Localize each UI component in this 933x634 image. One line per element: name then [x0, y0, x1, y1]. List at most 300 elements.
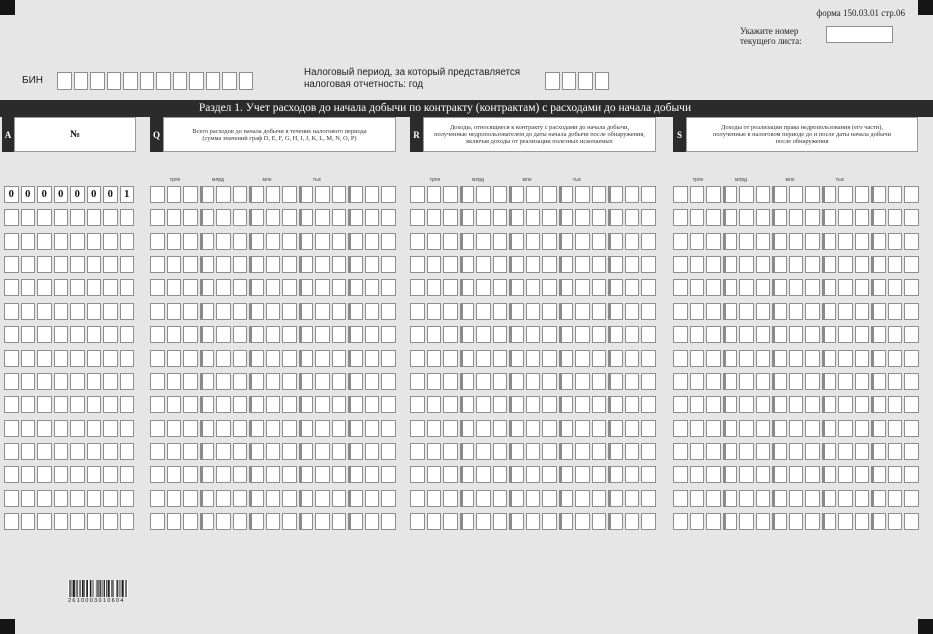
row-number-digit-cell[interactable]	[54, 373, 69, 390]
s-amount-digit-cell[interactable]	[739, 233, 754, 250]
row-number-digit-cell[interactable]	[103, 490, 118, 507]
q-amount-digit-cell[interactable]	[282, 396, 297, 413]
s-amount-digit-cell[interactable]	[855, 373, 870, 390]
q-amount-digit-cell[interactable]	[282, 233, 297, 250]
q-amount-digit-cell[interactable]	[282, 186, 297, 203]
s-amount-digit-cell[interactable]	[756, 233, 771, 250]
r-amount-digit-cell[interactable]	[641, 443, 656, 460]
r-amount-digit-cell[interactable]	[443, 186, 458, 203]
row-number-digit-cell[interactable]	[37, 513, 52, 530]
r-amount-digit-cell[interactable]	[641, 303, 656, 320]
q-amount-digit-cell[interactable]	[381, 443, 396, 460]
r-amount-digit-cell[interactable]	[542, 233, 557, 250]
r-amount-digit-cell[interactable]	[476, 186, 491, 203]
r-amount-digit-cell[interactable]	[476, 443, 491, 460]
q-amount-digit-cell[interactable]	[167, 350, 182, 367]
r-amount-digit-cell[interactable]	[427, 303, 442, 320]
row-number-digit-cell[interactable]	[87, 466, 102, 483]
r-amount-digit-cell[interactable]	[608, 256, 623, 273]
q-amount-digit-cell[interactable]	[365, 490, 380, 507]
s-amount-digit-cell[interactable]	[838, 513, 853, 530]
q-amount-digit-cell[interactable]	[266, 303, 281, 320]
r-amount-digit-cell[interactable]	[526, 233, 541, 250]
s-amount-digit-cell[interactable]	[789, 420, 804, 437]
q-amount-digit-cell[interactable]	[150, 233, 165, 250]
r-amount-digit-cell[interactable]	[509, 513, 524, 530]
bin-digit-cell[interactable]	[140, 72, 155, 90]
q-amount-digit-cell[interactable]	[282, 373, 297, 390]
s-amount-digit-cell[interactable]	[739, 490, 754, 507]
s-amount-digit-cell[interactable]	[871, 443, 886, 460]
q-amount-digit-cell[interactable]	[249, 466, 264, 483]
s-amount-digit-cell[interactable]	[673, 373, 688, 390]
q-amount-digit-cell[interactable]	[315, 490, 330, 507]
q-amount-digit-cell[interactable]	[167, 396, 182, 413]
s-amount-digit-cell[interactable]	[838, 326, 853, 343]
r-amount-digit-cell[interactable]	[526, 490, 541, 507]
r-amount-digit-cell[interactable]	[641, 350, 656, 367]
r-amount-digit-cell[interactable]	[542, 513, 557, 530]
q-amount-digit-cell[interactable]	[216, 396, 231, 413]
q-amount-digit-cell[interactable]	[315, 373, 330, 390]
s-amount-digit-cell[interactable]	[805, 233, 820, 250]
s-amount-digit-cell[interactable]	[871, 373, 886, 390]
row-number-digit-cell[interactable]	[103, 373, 118, 390]
row-number-digit-cell[interactable]	[21, 303, 36, 320]
r-amount-digit-cell[interactable]	[608, 233, 623, 250]
row-number-digit-cell[interactable]	[54, 326, 69, 343]
s-amount-digit-cell[interactable]	[855, 256, 870, 273]
r-amount-digit-cell[interactable]	[509, 350, 524, 367]
q-amount-digit-cell[interactable]	[381, 490, 396, 507]
bin-digit-cell[interactable]	[222, 72, 237, 90]
r-amount-digit-cell[interactable]	[641, 209, 656, 226]
q-amount-digit-cell[interactable]	[233, 513, 248, 530]
q-amount-digit-cell[interactable]	[249, 326, 264, 343]
q-amount-digit-cell[interactable]	[266, 279, 281, 296]
row-number-digit-cell[interactable]	[4, 443, 19, 460]
q-amount-digit-cell[interactable]	[233, 209, 248, 226]
q-amount-digit-cell[interactable]	[183, 209, 198, 226]
r-amount-digit-cell[interactable]	[410, 396, 425, 413]
r-amount-digit-cell[interactable]	[476, 350, 491, 367]
s-amount-digit-cell[interactable]	[805, 420, 820, 437]
s-amount-digit-cell[interactable]	[888, 186, 903, 203]
q-amount-digit-cell[interactable]	[200, 396, 215, 413]
r-amount-digit-cell[interactable]	[592, 466, 607, 483]
q-amount-digit-cell[interactable]	[332, 466, 347, 483]
r-amount-digit-cell[interactable]	[641, 490, 656, 507]
r-amount-digit-cell[interactable]	[509, 396, 524, 413]
row-number-digit-cell[interactable]	[103, 279, 118, 296]
q-amount-digit-cell[interactable]	[282, 279, 297, 296]
r-amount-digit-cell[interactable]	[542, 303, 557, 320]
row-number-digit-cell[interactable]	[4, 350, 19, 367]
r-amount-digit-cell[interactable]	[410, 279, 425, 296]
row-number-digit-cell[interactable]: 0	[54, 186, 69, 203]
s-amount-digit-cell[interactable]	[888, 303, 903, 320]
row-number-digit-cell[interactable]	[37, 303, 52, 320]
s-amount-digit-cell[interactable]	[838, 303, 853, 320]
s-amount-digit-cell[interactable]	[871, 256, 886, 273]
s-amount-digit-cell[interactable]	[855, 350, 870, 367]
r-amount-digit-cell[interactable]	[608, 490, 623, 507]
r-amount-digit-cell[interactable]	[625, 350, 640, 367]
row-number-digit-cell[interactable]	[37, 443, 52, 460]
s-amount-digit-cell[interactable]	[838, 443, 853, 460]
r-amount-digit-cell[interactable]	[427, 490, 442, 507]
q-amount-digit-cell[interactable]	[381, 466, 396, 483]
q-amount-digit-cell[interactable]	[315, 209, 330, 226]
s-amount-digit-cell[interactable]	[673, 490, 688, 507]
r-amount-digit-cell[interactable]	[509, 443, 524, 460]
row-number-digit-cell[interactable]	[87, 350, 102, 367]
r-amount-digit-cell[interactable]	[493, 490, 508, 507]
r-amount-digit-cell[interactable]	[592, 186, 607, 203]
q-amount-digit-cell[interactable]	[381, 279, 396, 296]
s-amount-digit-cell[interactable]	[723, 420, 738, 437]
s-amount-digit-cell[interactable]	[723, 233, 738, 250]
row-number-digit-cell[interactable]	[70, 490, 85, 507]
r-amount-digit-cell[interactable]	[559, 466, 574, 483]
q-amount-digit-cell[interactable]	[183, 513, 198, 530]
q-amount-digit-cell[interactable]	[200, 303, 215, 320]
r-amount-digit-cell[interactable]	[509, 279, 524, 296]
r-amount-digit-cell[interactable]	[625, 513, 640, 530]
r-amount-digit-cell[interactable]	[410, 513, 425, 530]
row-number-digit-cell[interactable]	[21, 373, 36, 390]
q-amount-digit-cell[interactable]	[381, 350, 396, 367]
r-amount-digit-cell[interactable]	[592, 233, 607, 250]
s-amount-digit-cell[interactable]	[706, 233, 721, 250]
r-amount-digit-cell[interactable]	[542, 490, 557, 507]
s-amount-digit-cell[interactable]	[739, 303, 754, 320]
r-amount-digit-cell[interactable]	[625, 256, 640, 273]
q-amount-digit-cell[interactable]	[332, 513, 347, 530]
s-amount-digit-cell[interactable]	[822, 373, 837, 390]
q-amount-digit-cell[interactable]	[233, 279, 248, 296]
r-amount-digit-cell[interactable]	[608, 396, 623, 413]
s-amount-digit-cell[interactable]	[756, 420, 771, 437]
q-amount-digit-cell[interactable]	[381, 303, 396, 320]
q-amount-digit-cell[interactable]	[150, 279, 165, 296]
row-number-digit-cell[interactable]	[21, 513, 36, 530]
row-number-digit-cell[interactable]	[120, 326, 135, 343]
s-amount-digit-cell[interactable]	[723, 513, 738, 530]
r-amount-digit-cell[interactable]	[625, 420, 640, 437]
row-number-digit-cell[interactable]	[120, 373, 135, 390]
r-amount-digit-cell[interactable]	[608, 443, 623, 460]
r-amount-digit-cell[interactable]	[460, 350, 475, 367]
r-amount-digit-cell[interactable]	[575, 279, 590, 296]
s-amount-digit-cell[interactable]	[739, 373, 754, 390]
q-amount-digit-cell[interactable]	[348, 443, 363, 460]
r-amount-digit-cell[interactable]	[509, 303, 524, 320]
q-amount-digit-cell[interactable]	[167, 279, 182, 296]
q-amount-digit-cell[interactable]	[233, 420, 248, 437]
r-amount-digit-cell[interactable]	[476, 373, 491, 390]
r-amount-digit-cell[interactable]	[592, 256, 607, 273]
r-amount-digit-cell[interactable]	[641, 420, 656, 437]
s-amount-digit-cell[interactable]	[871, 420, 886, 437]
q-amount-digit-cell[interactable]	[266, 443, 281, 460]
row-number-digit-cell[interactable]	[70, 443, 85, 460]
s-amount-digit-cell[interactable]	[888, 373, 903, 390]
r-amount-digit-cell[interactable]	[575, 326, 590, 343]
s-amount-digit-cell[interactable]	[756, 513, 771, 530]
r-amount-digit-cell[interactable]	[460, 396, 475, 413]
r-amount-digit-cell[interactable]	[493, 303, 508, 320]
r-amount-digit-cell[interactable]	[476, 256, 491, 273]
s-amount-digit-cell[interactable]	[805, 396, 820, 413]
s-amount-digit-cell[interactable]	[706, 256, 721, 273]
r-amount-digit-cell[interactable]	[476, 233, 491, 250]
r-amount-digit-cell[interactable]	[592, 373, 607, 390]
s-amount-digit-cell[interactable]	[739, 466, 754, 483]
q-amount-digit-cell[interactable]	[183, 350, 198, 367]
q-amount-digit-cell[interactable]	[200, 466, 215, 483]
s-amount-digit-cell[interactable]	[888, 420, 903, 437]
row-number-digit-cell[interactable]	[120, 256, 135, 273]
s-amount-digit-cell[interactable]	[822, 350, 837, 367]
r-amount-digit-cell[interactable]	[559, 396, 574, 413]
q-amount-digit-cell[interactable]	[365, 209, 380, 226]
q-amount-digit-cell[interactable]	[332, 303, 347, 320]
s-amount-digit-cell[interactable]	[904, 209, 919, 226]
row-number-digit-cell[interactable]	[87, 420, 102, 437]
r-amount-digit-cell[interactable]	[526, 513, 541, 530]
row-number-digit-cell[interactable]	[54, 443, 69, 460]
q-amount-digit-cell[interactable]	[365, 420, 380, 437]
s-amount-digit-cell[interactable]	[772, 420, 787, 437]
s-amount-digit-cell[interactable]	[723, 186, 738, 203]
r-amount-digit-cell[interactable]	[641, 256, 656, 273]
r-amount-digit-cell[interactable]	[608, 209, 623, 226]
r-amount-digit-cell[interactable]	[526, 396, 541, 413]
r-amount-digit-cell[interactable]	[641, 326, 656, 343]
r-amount-digit-cell[interactable]	[526, 326, 541, 343]
q-amount-digit-cell[interactable]	[167, 420, 182, 437]
q-amount-digit-cell[interactable]	[381, 420, 396, 437]
r-amount-digit-cell[interactable]	[542, 256, 557, 273]
s-amount-digit-cell[interactable]	[805, 186, 820, 203]
bin-digit-cell[interactable]	[123, 72, 138, 90]
q-amount-digit-cell[interactable]	[183, 443, 198, 460]
row-number-digit-cell[interactable]	[87, 233, 102, 250]
r-amount-digit-cell[interactable]	[443, 490, 458, 507]
s-amount-digit-cell[interactable]	[690, 350, 705, 367]
row-number-digit-cell[interactable]	[21, 233, 36, 250]
s-amount-digit-cell[interactable]	[904, 186, 919, 203]
s-amount-digit-cell[interactable]	[904, 513, 919, 530]
r-amount-digit-cell[interactable]	[410, 256, 425, 273]
r-amount-digit-cell[interactable]	[410, 186, 425, 203]
r-amount-digit-cell[interactable]	[476, 303, 491, 320]
r-amount-digit-cell[interactable]	[625, 396, 640, 413]
q-amount-digit-cell[interactable]	[315, 420, 330, 437]
s-amount-digit-cell[interactable]	[838, 209, 853, 226]
q-amount-digit-cell[interactable]	[282, 466, 297, 483]
r-amount-digit-cell[interactable]	[460, 233, 475, 250]
r-amount-digit-cell[interactable]	[427, 233, 442, 250]
s-amount-digit-cell[interactable]	[723, 209, 738, 226]
q-amount-digit-cell[interactable]	[381, 233, 396, 250]
r-amount-digit-cell[interactable]	[460, 186, 475, 203]
s-amount-digit-cell[interactable]	[855, 233, 870, 250]
q-amount-digit-cell[interactable]	[200, 373, 215, 390]
row-number-digit-cell[interactable]	[54, 466, 69, 483]
s-amount-digit-cell[interactable]	[723, 256, 738, 273]
s-amount-digit-cell[interactable]	[756, 396, 771, 413]
r-amount-digit-cell[interactable]	[427, 326, 442, 343]
s-amount-digit-cell[interactable]	[673, 350, 688, 367]
bin-digit-cell[interactable]	[206, 72, 221, 90]
s-amount-digit-cell[interactable]	[822, 420, 837, 437]
q-amount-digit-cell[interactable]	[266, 373, 281, 390]
row-number-digit-cell[interactable]	[87, 303, 102, 320]
s-amount-digit-cell[interactable]	[690, 396, 705, 413]
s-amount-digit-cell[interactable]	[871, 279, 886, 296]
r-amount-digit-cell[interactable]	[575, 233, 590, 250]
q-amount-digit-cell[interactable]	[381, 513, 396, 530]
r-amount-digit-cell[interactable]	[592, 326, 607, 343]
s-amount-digit-cell[interactable]	[690, 186, 705, 203]
s-amount-digit-cell[interactable]	[673, 303, 688, 320]
r-amount-digit-cell[interactable]	[608, 466, 623, 483]
s-amount-digit-cell[interactable]	[706, 303, 721, 320]
q-amount-digit-cell[interactable]	[249, 350, 264, 367]
q-amount-digit-cell[interactable]	[266, 396, 281, 413]
s-amount-digit-cell[interactable]	[739, 443, 754, 460]
s-amount-digit-cell[interactable]	[838, 186, 853, 203]
row-number-digit-cell[interactable]	[21, 209, 36, 226]
row-number-digit-cell[interactable]	[103, 513, 118, 530]
q-amount-digit-cell[interactable]	[299, 209, 314, 226]
s-amount-digit-cell[interactable]	[739, 256, 754, 273]
s-amount-digit-cell[interactable]	[855, 490, 870, 507]
row-number-digit-cell[interactable]	[70, 303, 85, 320]
q-amount-digit-cell[interactable]	[348, 279, 363, 296]
r-amount-digit-cell[interactable]	[493, 420, 508, 437]
q-amount-digit-cell[interactable]	[266, 490, 281, 507]
r-amount-digit-cell[interactable]	[542, 279, 557, 296]
s-amount-digit-cell[interactable]	[772, 303, 787, 320]
s-amount-digit-cell[interactable]	[888, 513, 903, 530]
s-amount-digit-cell[interactable]	[822, 209, 837, 226]
r-amount-digit-cell[interactable]	[608, 303, 623, 320]
row-number-digit-cell[interactable]	[54, 303, 69, 320]
q-amount-digit-cell[interactable]	[266, 420, 281, 437]
s-amount-digit-cell[interactable]	[888, 233, 903, 250]
s-amount-digit-cell[interactable]	[756, 186, 771, 203]
row-number-digit-cell[interactable]	[87, 490, 102, 507]
q-amount-digit-cell[interactable]	[332, 209, 347, 226]
row-number-digit-cell[interactable]	[37, 279, 52, 296]
r-amount-digit-cell[interactable]	[559, 186, 574, 203]
q-amount-digit-cell[interactable]	[365, 466, 380, 483]
r-amount-digit-cell[interactable]	[526, 303, 541, 320]
s-amount-digit-cell[interactable]	[904, 420, 919, 437]
s-amount-digit-cell[interactable]	[805, 490, 820, 507]
r-amount-digit-cell[interactable]	[592, 396, 607, 413]
q-amount-digit-cell[interactable]	[200, 350, 215, 367]
s-amount-digit-cell[interactable]	[690, 303, 705, 320]
row-number-digit-cell[interactable]	[103, 233, 118, 250]
r-amount-digit-cell[interactable]	[575, 303, 590, 320]
r-amount-digit-cell[interactable]	[575, 396, 590, 413]
s-amount-digit-cell[interactable]	[871, 396, 886, 413]
row-number-digit-cell[interactable]: 0	[37, 186, 52, 203]
q-amount-digit-cell[interactable]	[315, 233, 330, 250]
r-amount-digit-cell[interactable]	[460, 209, 475, 226]
r-amount-digit-cell[interactable]	[410, 420, 425, 437]
r-amount-digit-cell[interactable]	[443, 256, 458, 273]
row-number-digit-cell[interactable]	[87, 256, 102, 273]
q-amount-digit-cell[interactable]	[299, 443, 314, 460]
s-amount-digit-cell[interactable]	[673, 396, 688, 413]
r-amount-digit-cell[interactable]	[460, 303, 475, 320]
row-number-digit-cell[interactable]	[54, 490, 69, 507]
r-amount-digit-cell[interactable]	[460, 513, 475, 530]
q-amount-digit-cell[interactable]	[183, 256, 198, 273]
r-amount-digit-cell[interactable]	[443, 373, 458, 390]
r-amount-digit-cell[interactable]	[542, 443, 557, 460]
r-amount-digit-cell[interactable]	[592, 303, 607, 320]
q-amount-digit-cell[interactable]	[200, 256, 215, 273]
r-amount-digit-cell[interactable]	[608, 420, 623, 437]
s-amount-digit-cell[interactable]	[673, 186, 688, 203]
q-amount-digit-cell[interactable]	[200, 443, 215, 460]
row-number-digit-cell[interactable]	[4, 396, 19, 413]
row-number-digit-cell[interactable]	[70, 279, 85, 296]
s-amount-digit-cell[interactable]	[772, 466, 787, 483]
q-amount-digit-cell[interactable]	[150, 186, 165, 203]
r-amount-digit-cell[interactable]	[641, 279, 656, 296]
s-amount-digit-cell[interactable]	[805, 303, 820, 320]
q-amount-digit-cell[interactable]	[315, 256, 330, 273]
r-amount-digit-cell[interactable]	[526, 256, 541, 273]
row-number-digit-cell[interactable]	[103, 303, 118, 320]
r-amount-digit-cell[interactable]	[509, 326, 524, 343]
s-amount-digit-cell[interactable]	[756, 373, 771, 390]
s-amount-digit-cell[interactable]	[690, 490, 705, 507]
row-number-digit-cell[interactable]	[37, 396, 52, 413]
s-amount-digit-cell[interactable]	[756, 466, 771, 483]
r-amount-digit-cell[interactable]	[443, 303, 458, 320]
q-amount-digit-cell[interactable]	[365, 396, 380, 413]
s-amount-digit-cell[interactable]	[805, 466, 820, 483]
r-amount-digit-cell[interactable]	[526, 186, 541, 203]
bin-digit-cell[interactable]	[107, 72, 122, 90]
q-amount-digit-cell[interactable]	[233, 256, 248, 273]
q-amount-digit-cell[interactable]	[249, 256, 264, 273]
bin-digit-cell[interactable]	[156, 72, 171, 90]
row-number-digit-cell[interactable]	[120, 233, 135, 250]
row-number-digit-cell[interactable]	[70, 513, 85, 530]
s-amount-digit-cell[interactable]	[739, 350, 754, 367]
q-amount-digit-cell[interactable]	[216, 326, 231, 343]
q-amount-digit-cell[interactable]	[332, 233, 347, 250]
r-amount-digit-cell[interactable]	[608, 279, 623, 296]
row-number-digit-cell[interactable]	[120, 303, 135, 320]
q-amount-digit-cell[interactable]	[348, 350, 363, 367]
q-amount-digit-cell[interactable]	[249, 513, 264, 530]
s-amount-digit-cell[interactable]	[805, 326, 820, 343]
row-number-digit-cell[interactable]	[54, 350, 69, 367]
r-amount-digit-cell[interactable]	[443, 350, 458, 367]
s-amount-digit-cell[interactable]	[706, 350, 721, 367]
s-amount-digit-cell[interactable]	[756, 326, 771, 343]
